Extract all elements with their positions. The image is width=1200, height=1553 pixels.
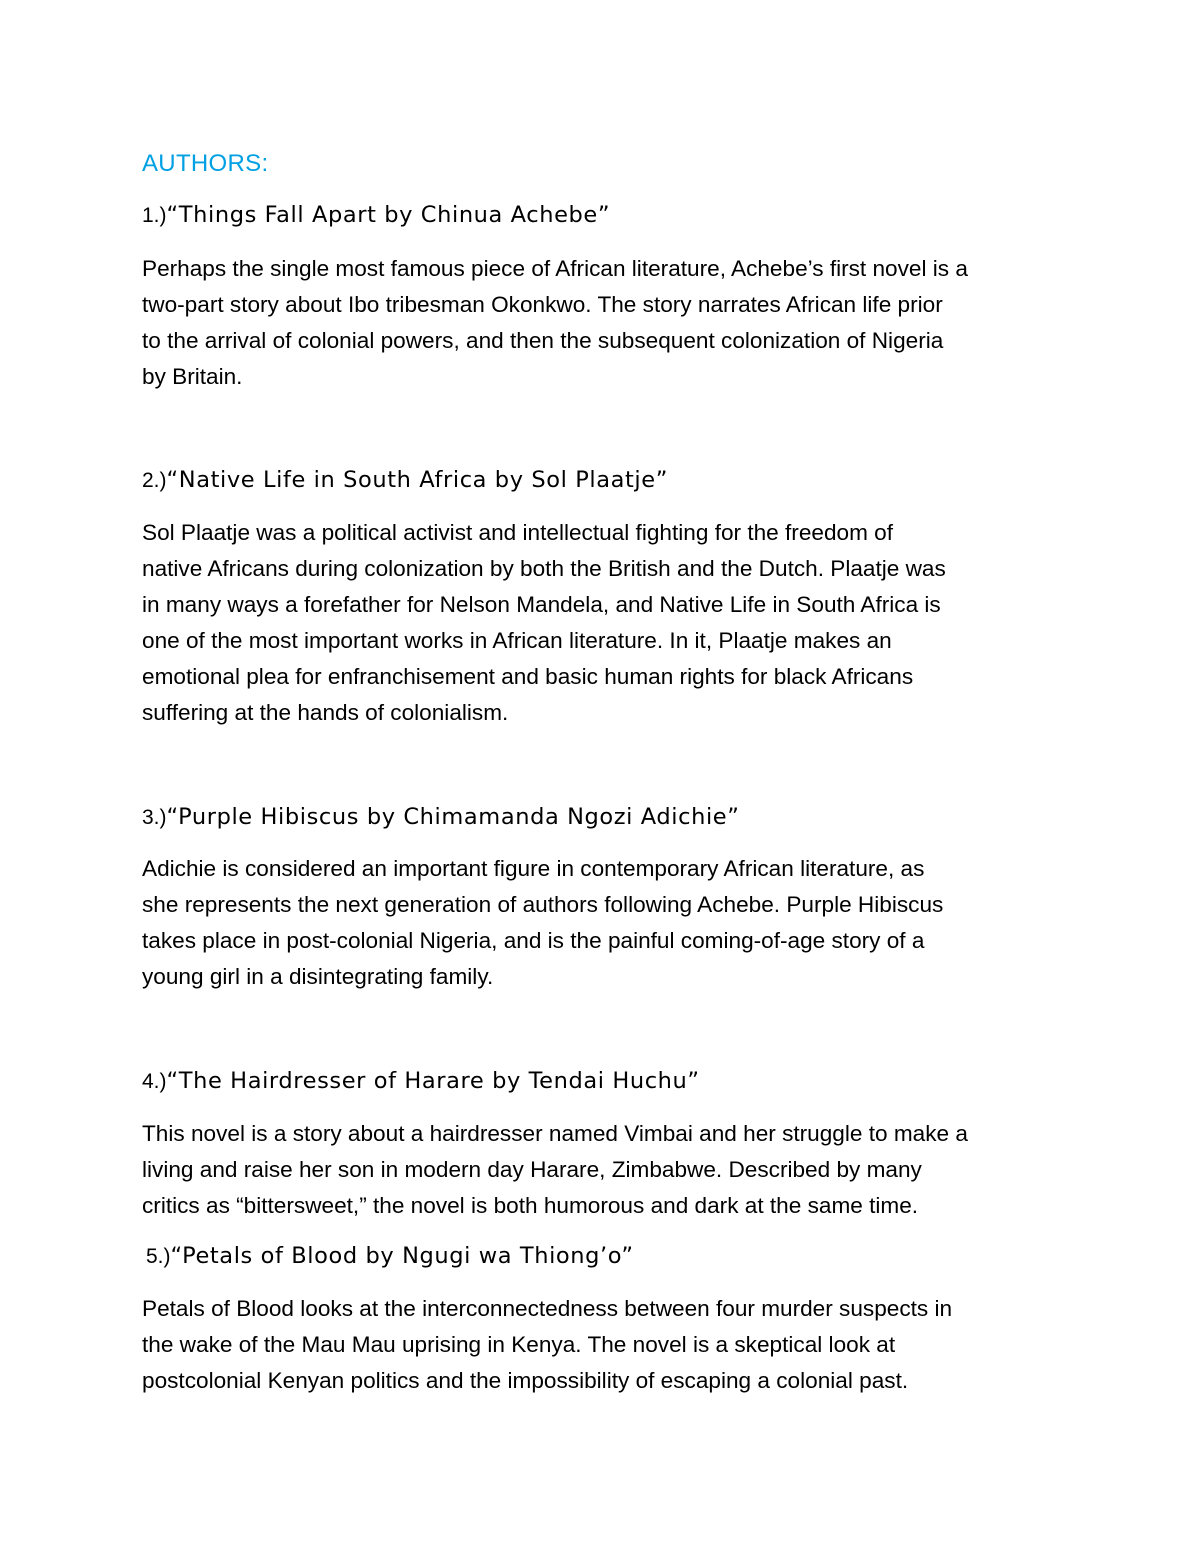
entry-description xyxy=(142,515,1082,731)
entry-title xyxy=(142,198,610,233)
entry-description xyxy=(142,1291,1082,1399)
text-line: Sol Plaatje was a political activist and intellectual fighting for the freedom of xyxy=(142,520,894,545)
text-line: emotional plea for enfranchisement and basic human rights for black Africans xyxy=(142,664,914,689)
text-line: Petals of Blood looks at the interconnectedness between four murder suspects in xyxy=(142,1296,953,1321)
entry-title-text: “Purple Hibiscus by Chimamanda Ngozi Adichie” xyxy=(166,804,740,830)
text-line: in many ways a forefather for Nelson Mandela, and Native Life in South Africa is xyxy=(142,592,941,617)
text-line: postcolonial Kenyan politics and the impossibility of escaping a colonial past. xyxy=(142,1368,909,1393)
entry-number: 4.) xyxy=(142,1070,167,1093)
entry-title-text: “Things Fall Apart by Chinua Achebe” xyxy=(166,202,611,228)
entry-number: 1.) xyxy=(142,204,167,227)
text-line: two-part story about Ibo tribesman Okonkwo. The story narrates African life prior xyxy=(142,292,943,317)
entry-description xyxy=(142,1116,1082,1224)
entry-description xyxy=(142,851,1082,995)
text-line: native Africans during colonization by both the British and the Dutch. Plaatje was xyxy=(142,556,946,581)
entry-title-text: “Petals of Blood by Ngugi wa Thiong’o” xyxy=(170,1243,634,1269)
text-line: by Britain. xyxy=(142,364,243,389)
entry-title xyxy=(142,1064,700,1099)
entry-title-text: “Native Life in South Africa by Sol Plaatje” xyxy=(166,467,668,493)
text-line: takes place in post-colonial Nigeria, and is the painful coming-of-age story of a xyxy=(142,928,925,953)
entry-number: 3.) xyxy=(142,806,167,829)
text-line: young girl in a disintegrating family. xyxy=(142,964,494,989)
page-title: AUTHORS: xyxy=(142,150,269,177)
text-line: the wake of the Mau Mau uprising in Kenya. The novel is a skeptical look at xyxy=(142,1332,896,1357)
text-line: one of the most important works in African literature. In it, Plaatje makes an xyxy=(142,628,892,653)
entry-number: 5.) xyxy=(146,1245,171,1268)
text-line: Perhaps the single most famous piece of African literature, Achebe’s first novel is a xyxy=(142,256,968,281)
text-line: This novel is a story about a hairdresser named Vimbai and her struggle to make a xyxy=(142,1121,968,1146)
text-line: she represents the next generation of authors following Achebe. Purple Hibiscus xyxy=(142,892,944,917)
entry-title xyxy=(146,1239,634,1274)
text-line: suffering at the hands of colonialism. xyxy=(142,700,509,725)
entry-title-text: “The Hairdresser of Harare by Tendai Huchu” xyxy=(166,1068,700,1094)
entry-title xyxy=(142,800,740,835)
text-line: living and raise her son in modern day Harare, Zimbabwe. Described by many xyxy=(142,1157,922,1182)
text-line: Adichie is considered an important figure in contemporary African literature, as xyxy=(142,856,925,881)
text-line: critics as “bittersweet,” the novel is both humorous and dark at the same time. xyxy=(142,1193,919,1218)
entry-number: 2.) xyxy=(142,469,167,492)
entry-description xyxy=(142,251,1082,395)
entry-title xyxy=(142,463,668,498)
text-line: to the arrival of colonial powers, and then the subsequent colonization of Nigeria xyxy=(142,328,944,353)
